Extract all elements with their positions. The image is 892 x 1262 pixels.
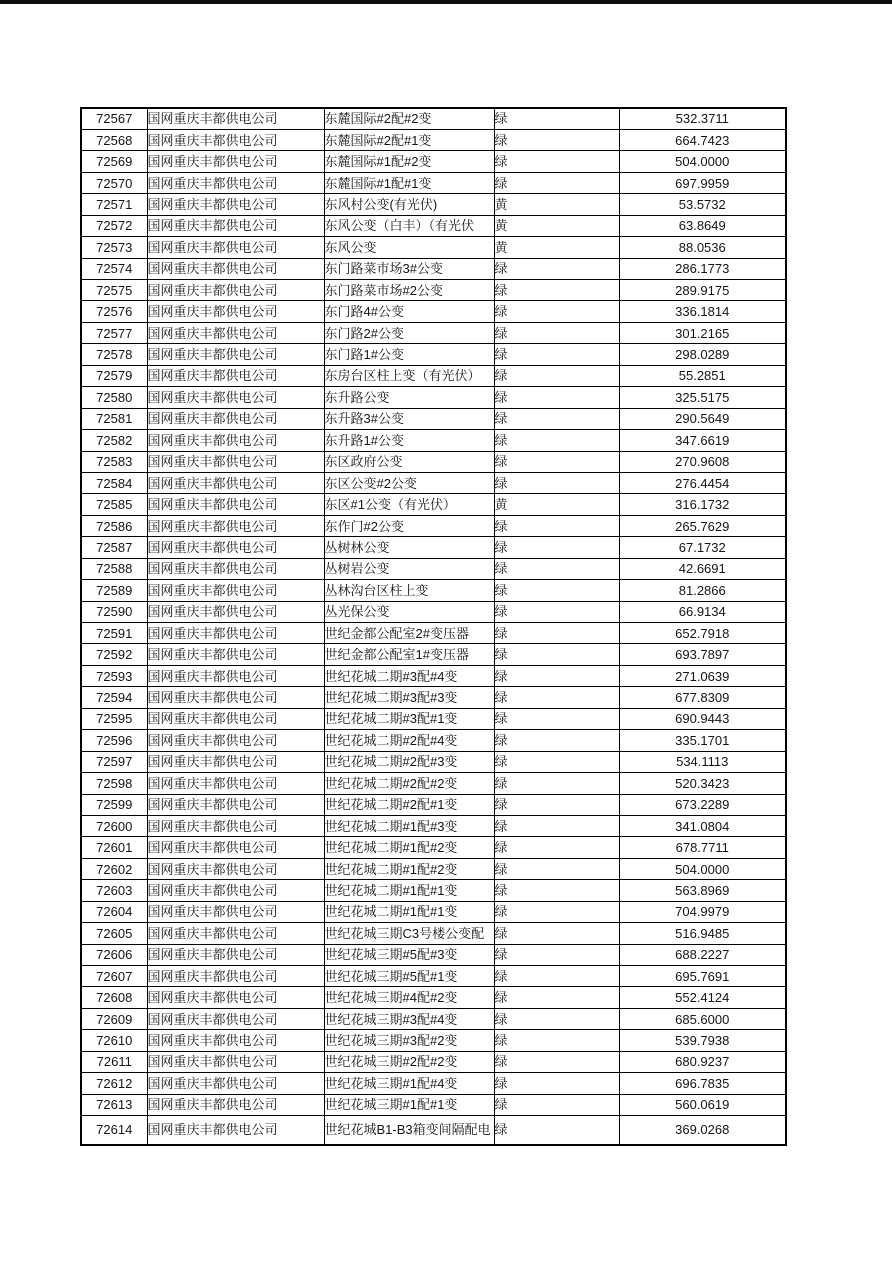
table-row: [81, 408, 786, 429]
cell-company: 国网重庆丰都供电公司: [147, 601, 324, 622]
cell-value: 316.1732: [619, 494, 786, 515]
cell-row-id: 72614: [81, 1116, 147, 1145]
cell-status-color: 绿: [494, 451, 619, 472]
cell-row-id: 72601: [81, 837, 147, 858]
table-row: [81, 966, 786, 987]
cell-company: 国网重庆丰都供电公司: [147, 172, 324, 193]
table-row: [81, 322, 786, 343]
cell-status-color: 绿: [494, 794, 619, 815]
cell-company: 国网重庆丰都供电公司: [147, 644, 324, 665]
cell-value: 693.7897: [619, 644, 786, 665]
table-row: [81, 751, 786, 772]
cell-company: 国网重庆丰都供电公司: [147, 880, 324, 901]
cell-status-color: 绿: [494, 515, 619, 536]
cell-row-id: 72586: [81, 515, 147, 536]
cell-status-color: 绿: [494, 644, 619, 665]
cell-transformer-name: 东门路2#公变: [324, 322, 494, 343]
cell-status-color: 绿: [494, 773, 619, 794]
cell-transformer-name: 世纪花城二期#2配#2变: [324, 773, 494, 794]
table-row: [81, 301, 786, 322]
cell-value: 335.1701: [619, 730, 786, 751]
cell-status-color: 绿: [494, 365, 619, 386]
cell-row-id: 72569: [81, 151, 147, 172]
cell-transformer-name: 丛树林公变: [324, 537, 494, 558]
cell-company: 国网重庆丰都供电公司: [147, 1116, 324, 1145]
cell-company: 国网重庆丰都供电公司: [147, 987, 324, 1008]
cell-company: 国网重庆丰都供电公司: [147, 280, 324, 301]
cell-value: 704.9979: [619, 901, 786, 922]
cell-company: 国网重庆丰都供电公司: [147, 923, 324, 944]
cell-value: 347.6619: [619, 430, 786, 451]
cell-status-color: 绿: [494, 387, 619, 408]
cell-row-id: 72575: [81, 280, 147, 301]
cell-value: 325.5175: [619, 387, 786, 408]
cell-company: 国网重庆丰都供电公司: [147, 708, 324, 729]
cell-company: 国网重庆丰都供电公司: [147, 215, 324, 236]
cell-row-id: 72577: [81, 322, 147, 343]
cell-row-id: 72591: [81, 623, 147, 644]
cell-row-id: 72607: [81, 966, 147, 987]
cell-value: 680.9237: [619, 1051, 786, 1072]
cell-value: 532.3711: [619, 108, 786, 129]
cell-row-id: 72571: [81, 194, 147, 215]
cell-status-color: 绿: [494, 322, 619, 343]
cell-transformer-name: 丛林沟台区柱上变: [324, 580, 494, 601]
cell-transformer-name: 世纪花城二期#3配#1变: [324, 708, 494, 729]
table-row: [81, 665, 786, 686]
cell-company: 国网重庆丰都供电公司: [147, 129, 324, 150]
cell-company: 国网重庆丰都供电公司: [147, 472, 324, 493]
cell-company: 国网重庆丰都供电公司: [147, 815, 324, 836]
cell-company: 国网重庆丰都供电公司: [147, 258, 324, 279]
cell-transformer-name: 东麓国际#1配#1变: [324, 172, 494, 193]
table-row: [81, 108, 786, 129]
cell-transformer-name: 丛光保公变: [324, 601, 494, 622]
table-row: [81, 129, 786, 150]
table-body: [81, 108, 786, 1145]
table-row: [81, 172, 786, 193]
cell-row-id: 72568: [81, 129, 147, 150]
cell-company: 国网重庆丰都供电公司: [147, 344, 324, 365]
cell-value: 652.7918: [619, 623, 786, 644]
cell-transformer-name: 世纪花城三期#4配#2变: [324, 987, 494, 1008]
cell-row-id: 72570: [81, 172, 147, 193]
cell-status-color: 绿: [494, 1094, 619, 1115]
cell-status-color: 绿: [494, 408, 619, 429]
cell-transformer-name: 世纪花城二期#3配#3变: [324, 687, 494, 708]
cell-company: 国网重庆丰都供电公司: [147, 623, 324, 644]
cell-transformer-name: 丛树岩公变: [324, 558, 494, 579]
table-row: [81, 815, 786, 836]
cell-transformer-name: 世纪花城二期#1配#1变: [324, 901, 494, 922]
cell-company: 国网重庆丰都供电公司: [147, 408, 324, 429]
cell-value: 690.9443: [619, 708, 786, 729]
cell-row-id: 72593: [81, 665, 147, 686]
cell-company: 国网重庆丰都供电公司: [147, 858, 324, 879]
cell-transformer-name: 东门路菜市场#2公变: [324, 280, 494, 301]
cell-status-color: 绿: [494, 880, 619, 901]
cell-status-color: 绿: [494, 430, 619, 451]
table-row: [81, 365, 786, 386]
cell-row-id: 72573: [81, 237, 147, 258]
cell-row-id: 72600: [81, 815, 147, 836]
table-row: [81, 580, 786, 601]
cell-value: 66.9134: [619, 601, 786, 622]
cell-value: 270.9608: [619, 451, 786, 472]
cell-status-color: 绿: [494, 344, 619, 365]
cell-row-id: 72613: [81, 1094, 147, 1115]
cell-value: 290.5649: [619, 408, 786, 429]
cell-company: 国网重庆丰都供电公司: [147, 1030, 324, 1051]
table-row: [81, 258, 786, 279]
table-row: [81, 794, 786, 815]
cell-value: 265.7629: [619, 515, 786, 536]
table-row: [81, 451, 786, 472]
cell-status-color: 绿: [494, 837, 619, 858]
table-row: [81, 1094, 786, 1115]
cell-value: 42.6691: [619, 558, 786, 579]
cell-company: 国网重庆丰都供电公司: [147, 108, 324, 129]
cell-company: 国网重庆丰都供电公司: [147, 558, 324, 579]
table-row: [81, 987, 786, 1008]
cell-company: 国网重庆丰都供电公司: [147, 430, 324, 451]
table-row: [81, 194, 786, 215]
cell-company: 国网重庆丰都供电公司: [147, 515, 324, 536]
cell-value: 552.4124: [619, 987, 786, 1008]
cell-transformer-name: 世纪花城二期#2配#4变: [324, 730, 494, 751]
cell-value: 63.8649: [619, 215, 786, 236]
cell-transformer-name: 东区政府公变: [324, 451, 494, 472]
cell-company: 国网重庆丰都供电公司: [147, 237, 324, 258]
cell-row-id: 72580: [81, 387, 147, 408]
table-row: [81, 837, 786, 858]
cell-row-id: 72602: [81, 858, 147, 879]
cell-status-color: 绿: [494, 901, 619, 922]
cell-value: 88.0536: [619, 237, 786, 258]
cell-status-color: 绿: [494, 623, 619, 644]
cell-row-id: 72584: [81, 472, 147, 493]
cell-row-id: 72581: [81, 408, 147, 429]
cell-transformer-name: 东门路4#公变: [324, 301, 494, 322]
cell-status-color: 黄: [494, 494, 619, 515]
cell-status-color: 绿: [494, 129, 619, 150]
table-row: [81, 923, 786, 944]
cell-value: 520.3423: [619, 773, 786, 794]
cell-transformer-name: 世纪花城二期#3配#4变: [324, 665, 494, 686]
cell-transformer-name: 世纪花城二期#1配#3变: [324, 815, 494, 836]
cell-transformer-name: 世纪花城三期#2配#2变: [324, 1051, 494, 1072]
cell-company: 国网重庆丰都供电公司: [147, 301, 324, 322]
cell-transformer-name: 世纪金都公配室2#变压器: [324, 623, 494, 644]
cell-transformer-name: 世纪花城三期C3号楼公变配: [324, 923, 494, 944]
cell-company: 国网重庆丰都供电公司: [147, 665, 324, 686]
cell-row-id: 72572: [81, 215, 147, 236]
cell-transformer-name: 世纪花城三期#1配#1变: [324, 1094, 494, 1115]
cell-row-id: 72596: [81, 730, 147, 751]
cell-company: 国网重庆丰都供电公司: [147, 1008, 324, 1029]
cell-transformer-name: 世纪花城二期#1配#2变: [324, 837, 494, 858]
cell-company: 国网重庆丰都供电公司: [147, 1094, 324, 1115]
cell-row-id: 72590: [81, 601, 147, 622]
table-row: [81, 430, 786, 451]
cell-company: 国网重庆丰都供电公司: [147, 944, 324, 965]
cell-status-color: 绿: [494, 301, 619, 322]
cell-value: 271.0639: [619, 665, 786, 686]
cell-row-id: 72603: [81, 880, 147, 901]
cell-transformer-name: 东区公变#2公变: [324, 472, 494, 493]
cell-company: 国网重庆丰都供电公司: [147, 494, 324, 515]
cell-value: 563.8969: [619, 880, 786, 901]
table-row: [81, 708, 786, 729]
cell-value: 664.7423: [619, 129, 786, 150]
cell-value: 298.0289: [619, 344, 786, 365]
cell-row-id: 72608: [81, 987, 147, 1008]
cell-transformer-name: 世纪花城二期#1配#1变: [324, 880, 494, 901]
cell-value: 688.2227: [619, 944, 786, 965]
cell-transformer-name: 东风公变（白丰）（有光伏: [324, 215, 494, 236]
cell-value: 685.6000: [619, 1008, 786, 1029]
cell-transformer-name: 世纪花城B1-B3箱变间隔配电: [324, 1116, 494, 1145]
cell-status-color: 绿: [494, 665, 619, 686]
table-row: [81, 1008, 786, 1029]
cell-transformer-name: 东麓国际#2配#1变: [324, 129, 494, 150]
cell-company: 国网重庆丰都供电公司: [147, 322, 324, 343]
cell-company: 国网重庆丰都供电公司: [147, 365, 324, 386]
cell-company: 国网重庆丰都供电公司: [147, 773, 324, 794]
table-row: [81, 601, 786, 622]
table-row: [81, 151, 786, 172]
cell-transformer-name: 世纪花城三期#5配#1变: [324, 966, 494, 987]
cell-row-id: 72588: [81, 558, 147, 579]
table-row: [81, 901, 786, 922]
table-row: [81, 387, 786, 408]
cell-value: 673.2289: [619, 794, 786, 815]
cell-value: 341.0804: [619, 815, 786, 836]
cell-value: 677.8309: [619, 687, 786, 708]
cell-row-id: 72582: [81, 430, 147, 451]
cell-transformer-name: 东门路菜市场3#公变: [324, 258, 494, 279]
cell-row-id: 72576: [81, 301, 147, 322]
cell-company: 国网重庆丰都供电公司: [147, 580, 324, 601]
cell-company: 国网重庆丰都供电公司: [147, 751, 324, 772]
cell-status-color: 绿: [494, 751, 619, 772]
cell-value: 286.1773: [619, 258, 786, 279]
cell-company: 国网重庆丰都供电公司: [147, 194, 324, 215]
cell-company: 国网重庆丰都供电公司: [147, 794, 324, 815]
cell-value: 369.0268: [619, 1116, 786, 1145]
cell-row-id: 72610: [81, 1030, 147, 1051]
cell-transformer-name: 世纪花城二期#2配#3变: [324, 751, 494, 772]
cell-value: 697.9959: [619, 172, 786, 193]
cell-status-color: 绿: [494, 258, 619, 279]
cell-transformer-name: 世纪花城三期#3配#4变: [324, 1008, 494, 1029]
cell-row-id: 72587: [81, 537, 147, 558]
cell-company: 国网重庆丰都供电公司: [147, 687, 324, 708]
cell-row-id: 72611: [81, 1051, 147, 1072]
cell-status-color: 绿: [494, 601, 619, 622]
cell-row-id: 72589: [81, 580, 147, 601]
cell-transformer-name: 世纪花城三期#5配#3变: [324, 944, 494, 965]
cell-value: 504.0000: [619, 858, 786, 879]
cell-row-id: 72612: [81, 1073, 147, 1094]
cell-value: 516.9485: [619, 923, 786, 944]
cell-value: 560.0619: [619, 1094, 786, 1115]
cell-status-color: 黄: [494, 237, 619, 258]
cell-transformer-name: 世纪花城二期#2配#1变: [324, 794, 494, 815]
cell-company: 国网重庆丰都供电公司: [147, 730, 324, 751]
cell-value: 695.7691: [619, 966, 786, 987]
table-row: [81, 537, 786, 558]
cell-row-id: 72574: [81, 258, 147, 279]
table-row: [81, 687, 786, 708]
cell-value: 276.4454: [619, 472, 786, 493]
data-table: [80, 107, 787, 1146]
cell-status-color: 绿: [494, 687, 619, 708]
table-row: [81, 558, 786, 579]
cell-status-color: 绿: [494, 815, 619, 836]
cell-value: 301.2165: [619, 322, 786, 343]
table-row: [81, 494, 786, 515]
table-row: [81, 344, 786, 365]
table-row: [81, 623, 786, 644]
cell-transformer-name: 世纪花城二期#1配#2变: [324, 858, 494, 879]
cell-transformer-name: 东麓国际#2配#2变: [324, 108, 494, 129]
table-row: [81, 237, 786, 258]
cell-transformer-name: 东风公变: [324, 237, 494, 258]
cell-transformer-name: 东作门#2公变: [324, 515, 494, 536]
cell-row-id: 72598: [81, 773, 147, 794]
cell-row-id: 72595: [81, 708, 147, 729]
cell-status-color: 黄: [494, 194, 619, 215]
cell-row-id: 72599: [81, 794, 147, 815]
cell-row-id: 72605: [81, 923, 147, 944]
cell-status-color: 绿: [494, 537, 619, 558]
cell-company: 国网重庆丰都供电公司: [147, 537, 324, 558]
cell-company: 国网重庆丰都供电公司: [147, 901, 324, 922]
cell-status-color: 黄: [494, 215, 619, 236]
cell-transformer-name: 东风村公变(有光伏): [324, 194, 494, 215]
cell-value: 67.1732: [619, 537, 786, 558]
table-row: [81, 880, 786, 901]
cell-row-id: 72604: [81, 901, 147, 922]
table-row: [81, 515, 786, 536]
cell-status-color: 绿: [494, 966, 619, 987]
cell-transformer-name: 世纪花城三期#1配#4变: [324, 1073, 494, 1094]
cell-status-color: 绿: [494, 172, 619, 193]
cell-transformer-name: 东升路1#公变: [324, 430, 494, 451]
cell-status-color: 绿: [494, 151, 619, 172]
cell-company: 国网重庆丰都供电公司: [147, 1073, 324, 1094]
cell-row-id: 72585: [81, 494, 147, 515]
cell-value: 289.9175: [619, 280, 786, 301]
table-row: [81, 944, 786, 965]
cell-company: 国网重庆丰都供电公司: [147, 451, 324, 472]
cell-value: 539.7938: [619, 1030, 786, 1051]
cell-status-color: 绿: [494, 472, 619, 493]
cell-status-color: 绿: [494, 1030, 619, 1051]
cell-transformer-name: 东麓国际#1配#2变: [324, 151, 494, 172]
table-row: [81, 730, 786, 751]
cell-row-id: 72597: [81, 751, 147, 772]
cell-status-color: 绿: [494, 987, 619, 1008]
cell-status-color: 绿: [494, 108, 619, 129]
top-border-bar: [0, 0, 892, 4]
cell-status-color: 绿: [494, 944, 619, 965]
cell-company: 国网重庆丰都供电公司: [147, 966, 324, 987]
cell-transformer-name: 世纪花城三期#3配#2变: [324, 1030, 494, 1051]
cell-transformer-name: 东区#1公变（有光伏）: [324, 494, 494, 515]
table-row: [81, 280, 786, 301]
table-row: [81, 644, 786, 665]
cell-status-color: 绿: [494, 580, 619, 601]
cell-value: 696.7835: [619, 1073, 786, 1094]
cell-transformer-name: 东升路公变: [324, 387, 494, 408]
cell-value: 81.2866: [619, 580, 786, 601]
cell-status-color: 绿: [494, 923, 619, 944]
cell-status-color: 绿: [494, 730, 619, 751]
table-row: [81, 1073, 786, 1094]
cell-company: 国网重庆丰都供电公司: [147, 387, 324, 408]
cell-row-id: 72609: [81, 1008, 147, 1029]
cell-row-id: 72567: [81, 108, 147, 129]
cell-status-color: 绿: [494, 558, 619, 579]
cell-row-id: 72592: [81, 644, 147, 665]
cell-value: 504.0000: [619, 151, 786, 172]
cell-company: 国网重庆丰都供电公司: [147, 151, 324, 172]
table-row: [81, 858, 786, 879]
cell-row-id: 72579: [81, 365, 147, 386]
cell-company: 国网重庆丰都供电公司: [147, 837, 324, 858]
cell-status-color: 绿: [494, 280, 619, 301]
cell-status-color: 绿: [494, 1073, 619, 1094]
cell-value: 678.7711: [619, 837, 786, 858]
cell-transformer-name: 东门路1#公变: [324, 344, 494, 365]
cell-transformer-name: 东升路3#公变: [324, 408, 494, 429]
table-row: [81, 1116, 786, 1145]
cell-row-id: 72578: [81, 344, 147, 365]
table-row: [81, 1051, 786, 1072]
cell-status-color: 绿: [494, 708, 619, 729]
cell-row-id: 72583: [81, 451, 147, 472]
cell-value: 53.5732: [619, 194, 786, 215]
table-row: [81, 215, 786, 236]
table-row: [81, 1030, 786, 1051]
cell-status-color: 绿: [494, 1116, 619, 1145]
cell-status-color: 绿: [494, 858, 619, 879]
cell-row-id: 72594: [81, 687, 147, 708]
cell-status-color: 绿: [494, 1008, 619, 1029]
table-row: [81, 472, 786, 493]
cell-value: 55.2851: [619, 365, 786, 386]
cell-company: 国网重庆丰都供电公司: [147, 1051, 324, 1072]
cell-transformer-name: 世纪金都公配室1#变压器: [324, 644, 494, 665]
cell-value: 534.1113: [619, 751, 786, 772]
cell-transformer-name: 东房台区柱上变（有光伏）: [324, 365, 494, 386]
cell-row-id: 72606: [81, 944, 147, 965]
cell-status-color: 绿: [494, 1051, 619, 1072]
cell-value: 336.1814: [619, 301, 786, 322]
table-row: [81, 773, 786, 794]
